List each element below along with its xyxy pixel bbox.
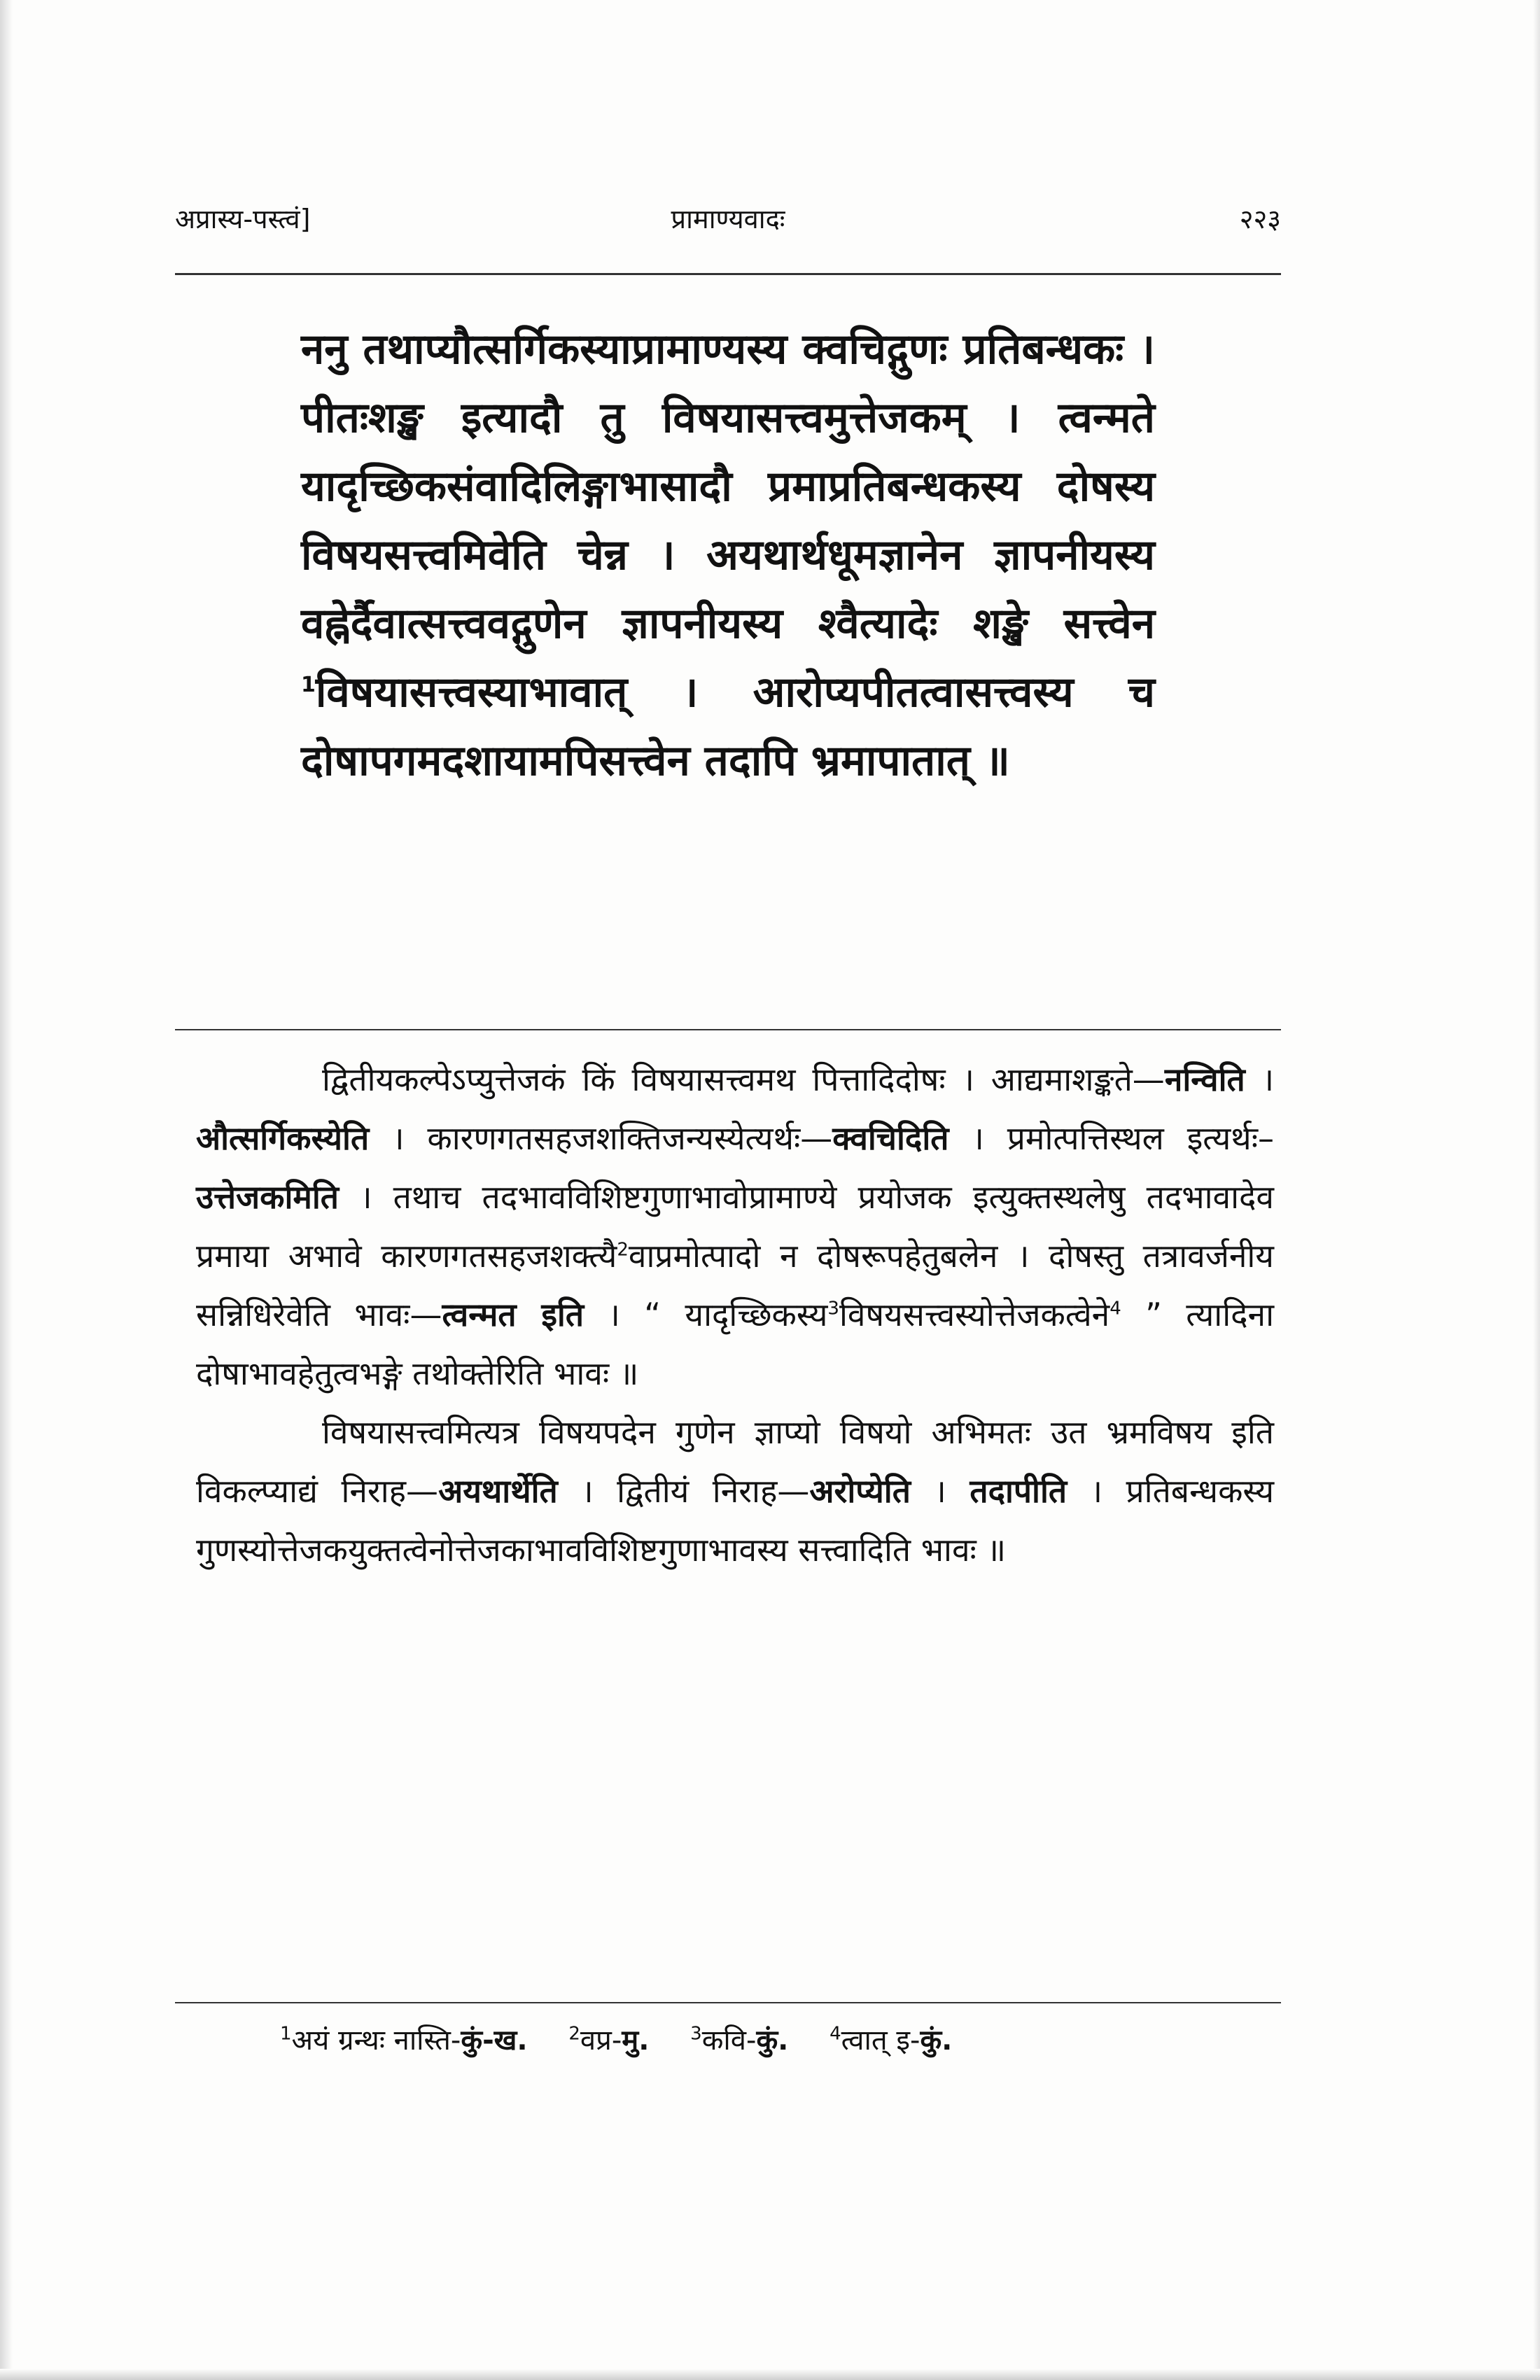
footnote-marker: 2 [617, 1239, 629, 1261]
footnote-source: मु. [622, 2024, 650, 2057]
footnote-number: 2 [568, 2023, 580, 2045]
commentary-keyword: उत्तेजकमिति [196, 1178, 340, 1216]
header-rule [175, 273, 1281, 275]
footnote-number: 1 [280, 2023, 292, 2045]
footnote-number: 3 [690, 2023, 702, 2045]
commentary-text: वाप्रमोत्पादो न दोषरूपहेतुबलेन । दोषस्तु तत्रावर्जनीय सन्निधिरेवेति भावः— [196, 1237, 1274, 1334]
commentary-text: । [1245, 1060, 1275, 1098]
commentary-text: । प्रमोत्पत्तिस्थल इत्यर्थः– [948, 1119, 1274, 1157]
commentary-keyword: अरोप्येति [809, 1472, 911, 1510]
commentary-keyword: नन्विति [1164, 1060, 1245, 1098]
footnote-number: 4 [830, 2023, 841, 2045]
commentary-text: । तथाच तदभावविशिष्टगुणाभावोप्रामाण्ये प्रयोजक इत्युक्तस्थलेषु तदभावादेव प्रमाया अभावे कारणगतसहजशक्त्यै [196, 1178, 1274, 1275]
running-header [175, 198, 1281, 240]
footnote-item [568, 2016, 649, 2065]
page-left-edge-shadow [0, 0, 13, 2380]
running-header-section: अप्रास्य-पस्त्वं] [175, 204, 311, 234]
main-verse-text [301, 315, 1155, 795]
footnote-text: कवि- [701, 2024, 757, 2057]
footnote-text: वप्र- [580, 2024, 622, 2057]
commentary-text: द्वितीयकल्पेऽप्युत्तेजकं किं विषयासत्त्वमथ पित्तादिदोषः । आद्यमाशङ्कते— [322, 1060, 1165, 1098]
commentary-text: । द्वितीयं निराह— [557, 1472, 810, 1510]
commentary-text: विषयासत्त्वमित्यत्र विषयपदेन गुणेन ज्ञाप्यो विषयो अभिमतः उत भ्रमविषय इति विकल्प्याद्यं निराह— [196, 1413, 1274, 1510]
commentary-paragraph [196, 1050, 1274, 1403]
commentary-keyword: क्वचिदिति [832, 1119, 949, 1157]
commentary-text: । कारणगतसहजशक्तिजन्यस्येत्यर्थः— [369, 1119, 833, 1157]
commentary-text: । [910, 1472, 970, 1510]
commentary-keyword: अयथार्थेति [438, 1472, 558, 1510]
footnote-marker: 1 [301, 673, 316, 697]
commentary-text: ” त्यादिना दोषाभावहेतुत्वभङ्गे तथोक्तेरिति भावः ॥ [196, 1296, 1275, 1392]
running-header-title: प्रामाण्यवादः [671, 204, 785, 234]
footnote-marker: 3 [827, 1298, 839, 1320]
footnote-rule [175, 2002, 1281, 2003]
commentary-block [196, 1050, 1274, 1579]
footnote-source: कुं. [920, 2024, 953, 2057]
page-bottom-edge-shadow [0, 2369, 1540, 2380]
verse-text-part: विषयासत्त्वस्याभावात् । आरोप्यपीतत्वासत्त्वस्य च दोषापगमदशायामपिसत्त्वेन [301, 668, 1155, 785]
footnotes [280, 2016, 1260, 2065]
commentary-keyword: तदापीति [969, 1472, 1068, 1510]
commentary-text: । “ यादृच्छिकस्य [584, 1296, 828, 1334]
footnote-text: अयं ग्रन्थः नास्ति- [291, 2024, 461, 2057]
commentary-paragraph [196, 1403, 1274, 1579]
commentary-text: विषयसत्त्वस्योत्तेजकत्वेने [839, 1296, 1110, 1334]
footnote-text: त्वात् इ- [841, 2024, 920, 2057]
commentary-text: । प्रतिबन्धकस्य गुणस्योत्तेजकयुक्तत्वेनोत्तेजकाभावविशिष्टगुणाभावस्य सत्त्वादिति भावः ॥ [196, 1472, 1274, 1569]
page-number: २२३ [1239, 204, 1281, 234]
footnote-item [280, 2016, 528, 2065]
verse-text-tail: तदापि भ्रमापातात् ॥ [704, 736, 1010, 785]
footnote-marker: 4 [1110, 1298, 1121, 1320]
footnote-source: कुं. [756, 2024, 789, 2057]
footnote-source: कुं-ख. [461, 2024, 528, 2057]
footnote-item [830, 2016, 952, 2065]
footnote-item [690, 2016, 788, 2065]
commentary-keyword: त्वन्मत इति [442, 1296, 584, 1334]
verse-divider-rule [175, 1029, 1281, 1030]
commentary-keyword: औत्सर्गिकस्येति [196, 1119, 370, 1157]
verse-text-part: ननु तथाप्यौत्सर्गिकस्याप्रामाण्यस्य क्वचिद्गुणः प्रतिबन्धकः । पीतःशङ्ख इत्यादौ तु विषयासत्त्वमुत्तेजकम् । त्वन्मते यादृच्छिकसंवादिलिङ्गाभासादौ प्रमाप्रतिबन्धकस्य दोषस्य विषयसत्त्वमिवेति चेन्न । अयथार्थधूमज्ञानेन ज्ञापनीयस्य वह्नेर्दैवात्सत्त्ववद्गुणेन ज्ञापनीयस्य श्वैत्यादेः शङ्खे सत्त्वेन [301, 325, 1155, 648]
page-right-edge-shadow [1533, 0, 1540, 2380]
